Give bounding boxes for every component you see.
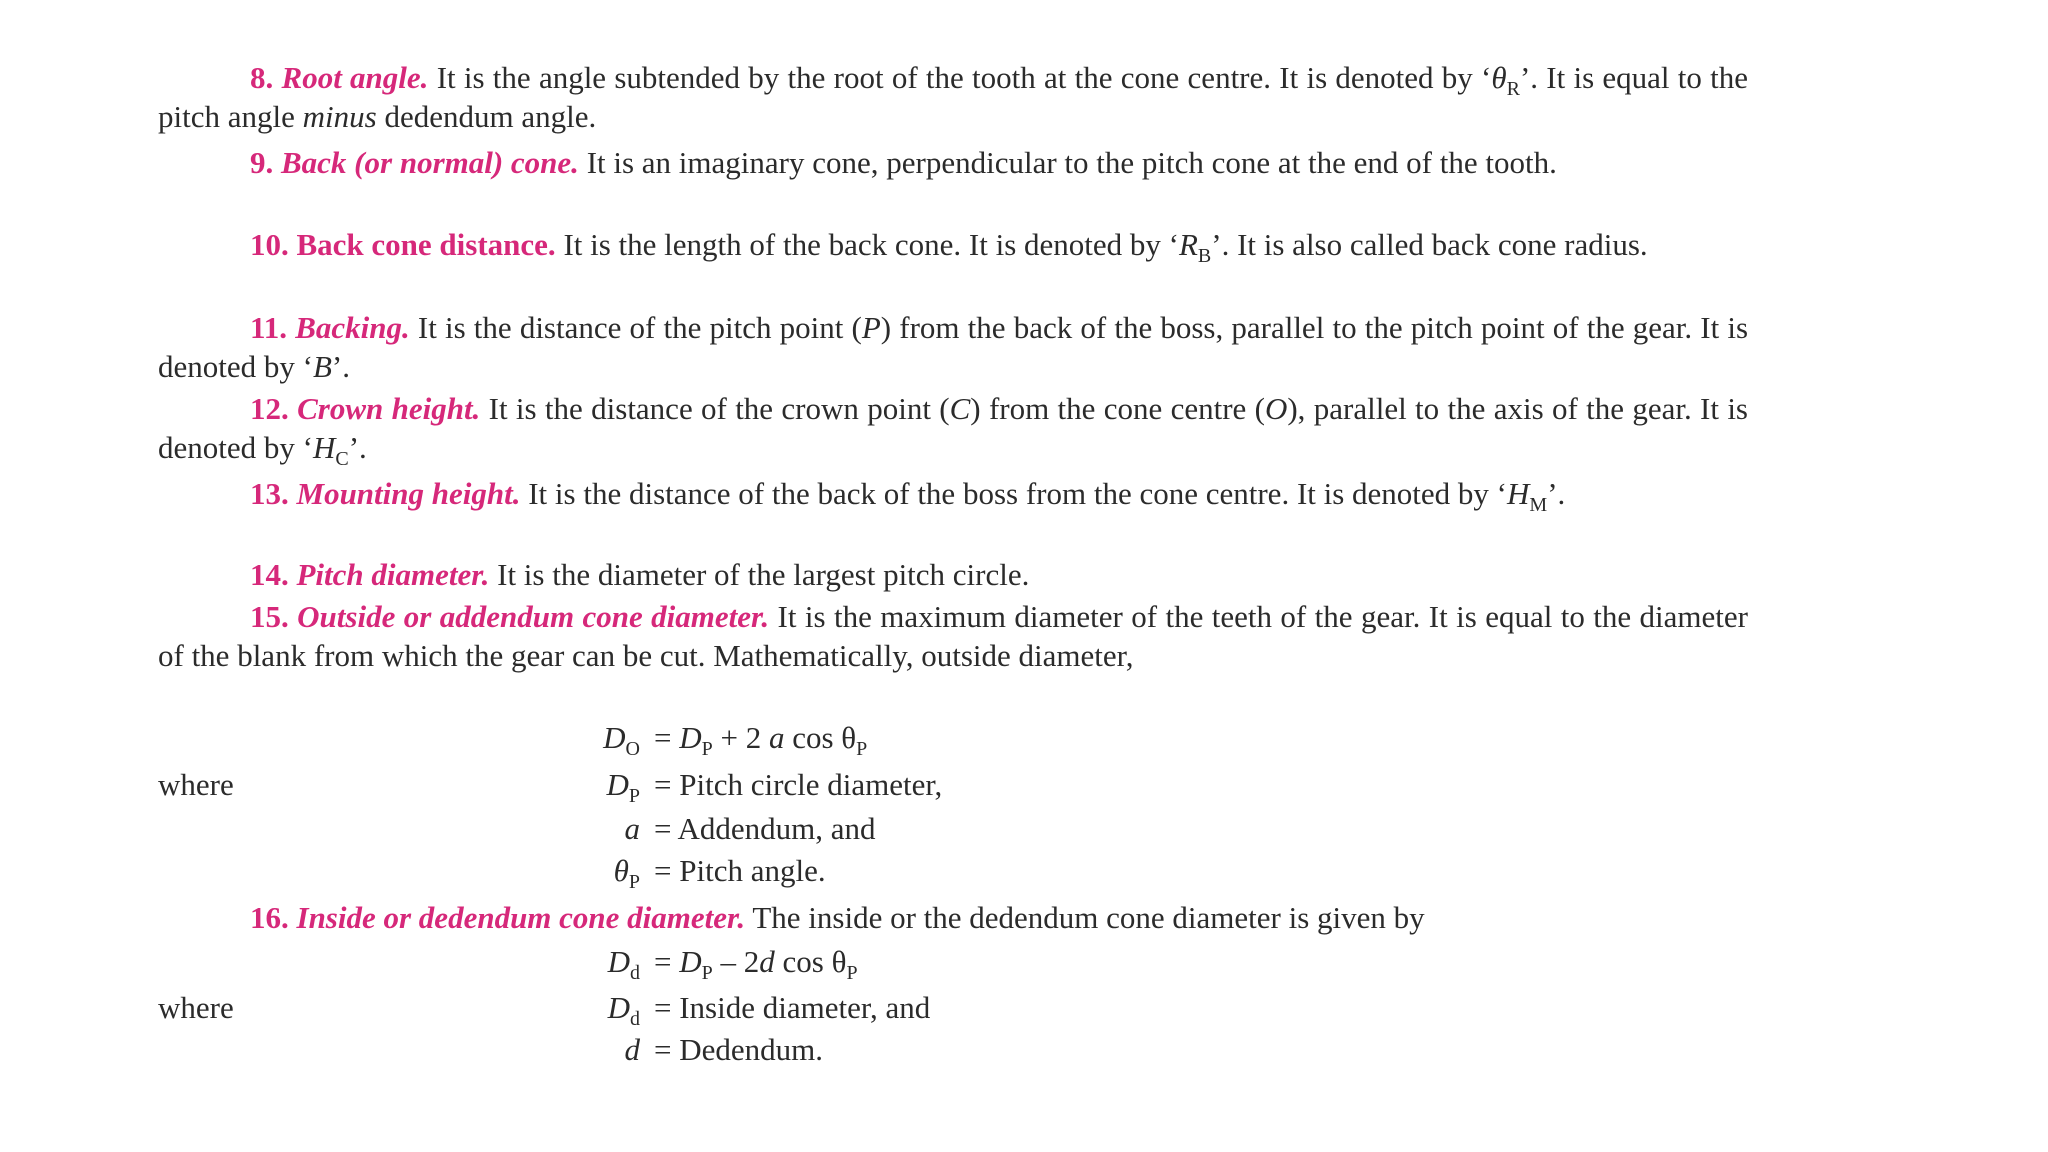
term-mounting-height: Mounting height. [296, 476, 521, 511]
term-back-cone: Back (or normal) cone. [281, 145, 579, 180]
definition-backing: 11. Backing. It is the distance of the pitch point (P) from the back of the boss, parallel to the pitch point of the gear. It is denoted by ‘B’. [158, 310, 1749, 384]
term-backing: Backing. [295, 310, 410, 345]
term-outside-diameter: Outside or addendum cone diameter. [297, 599, 770, 634]
term-back-cone-distance: Back cone distance. [296, 227, 556, 262]
equation-inside-diameter-lhs: $D_d$ [607, 944, 640, 984]
definition-outside-diameter: 15. Outside or addendum cone diameter. It is the maximum diameter of the teeth of the gear. It is equal to the diameter of the blank from which the gear can be cut. Mathematically, outside diameter, [158, 599, 1748, 673]
item-number: 11. [250, 310, 288, 345]
definition-text: = Pitch circle diameter, [654, 767, 943, 802]
definition-text: = Pitch angle. [654, 853, 826, 888]
definition-crown-height: 12. Crown height. It is the distance of the crown point (C) from the cone centre (O), parallel to the axis of the gear. It is denoted by ‘$H_C$’. [158, 391, 1748, 470]
definition-text: = Inside diameter, and [654, 990, 931, 1025]
item-number: 13. [250, 476, 289, 511]
where-label: where [158, 990, 234, 1025]
term-root-angle: Root angle. [281, 60, 429, 95]
item-number: 10. [250, 227, 289, 262]
definition-root-angle: 8. Root angle. It is the angle subtended by the root of the tooth at the cone centre. It is denoted by ‘$\theta_R$’. It is equal to the pitch angle minus dedendum angle. [158, 60, 1749, 134]
equation-outside-diameter-rhs: = $D_P + 2$ a $\cos \theta_P$ [654, 720, 868, 760]
item-number: 14. [250, 557, 289, 592]
definition-text: = Dedendum. [654, 1032, 824, 1067]
definition-back-cone-distance: 10. Back cone distance. It is the length of the back cone. It is denoted by ‘$R_B$’. It is also called back cone radius. [250, 227, 1648, 267]
equation-inside-diameter-rhs: = $D_P - 2d$ $\cos \theta_P$ [654, 944, 858, 984]
item-number: 16. [250, 900, 289, 935]
where-label: where [158, 767, 234, 802]
item-number: 8. [250, 60, 274, 95]
term-inside-diameter: Inside or dedendum cone diameter. [296, 900, 746, 935]
definition-symbol: d [624, 1032, 640, 1067]
equation-outside-diameter-lhs: $D_O$ [603, 720, 640, 760]
definition-symbol: $\theta_P$ [613, 853, 640, 893]
term-pitch-diameter: Pitch diameter. [296, 557, 490, 592]
item-number: 15. [250, 599, 289, 634]
definition-symbol: $D_P$ [606, 767, 640, 807]
definition-text: = Addendum, and [654, 811, 876, 846]
term-crown-height: Crown height. [297, 391, 481, 426]
definition-mounting-height: 13. Mounting height. It is the distance of the back of the boss from the cone centre. It is denoted by ‘$H_M$’. [250, 476, 1566, 516]
definition-inside-diameter: 16. Inside or dedendum cone diameter. The inside or the dedendum cone diameter is given by [250, 900, 1425, 935]
definition-back-cone: 9. Back (or normal) cone. It is an imaginary cone, perpendicular to the pitch cone at the end of the tooth. [250, 145, 1557, 180]
definition-symbol: $D_d$ [607, 990, 640, 1030]
definition-pitch-diameter: 14. Pitch diameter. It is the diameter of the largest pitch circle. [250, 557, 1030, 592]
item-number: 9. [250, 145, 274, 180]
definition-symbol: a [624, 811, 640, 846]
item-number: 12. [250, 391, 289, 426]
